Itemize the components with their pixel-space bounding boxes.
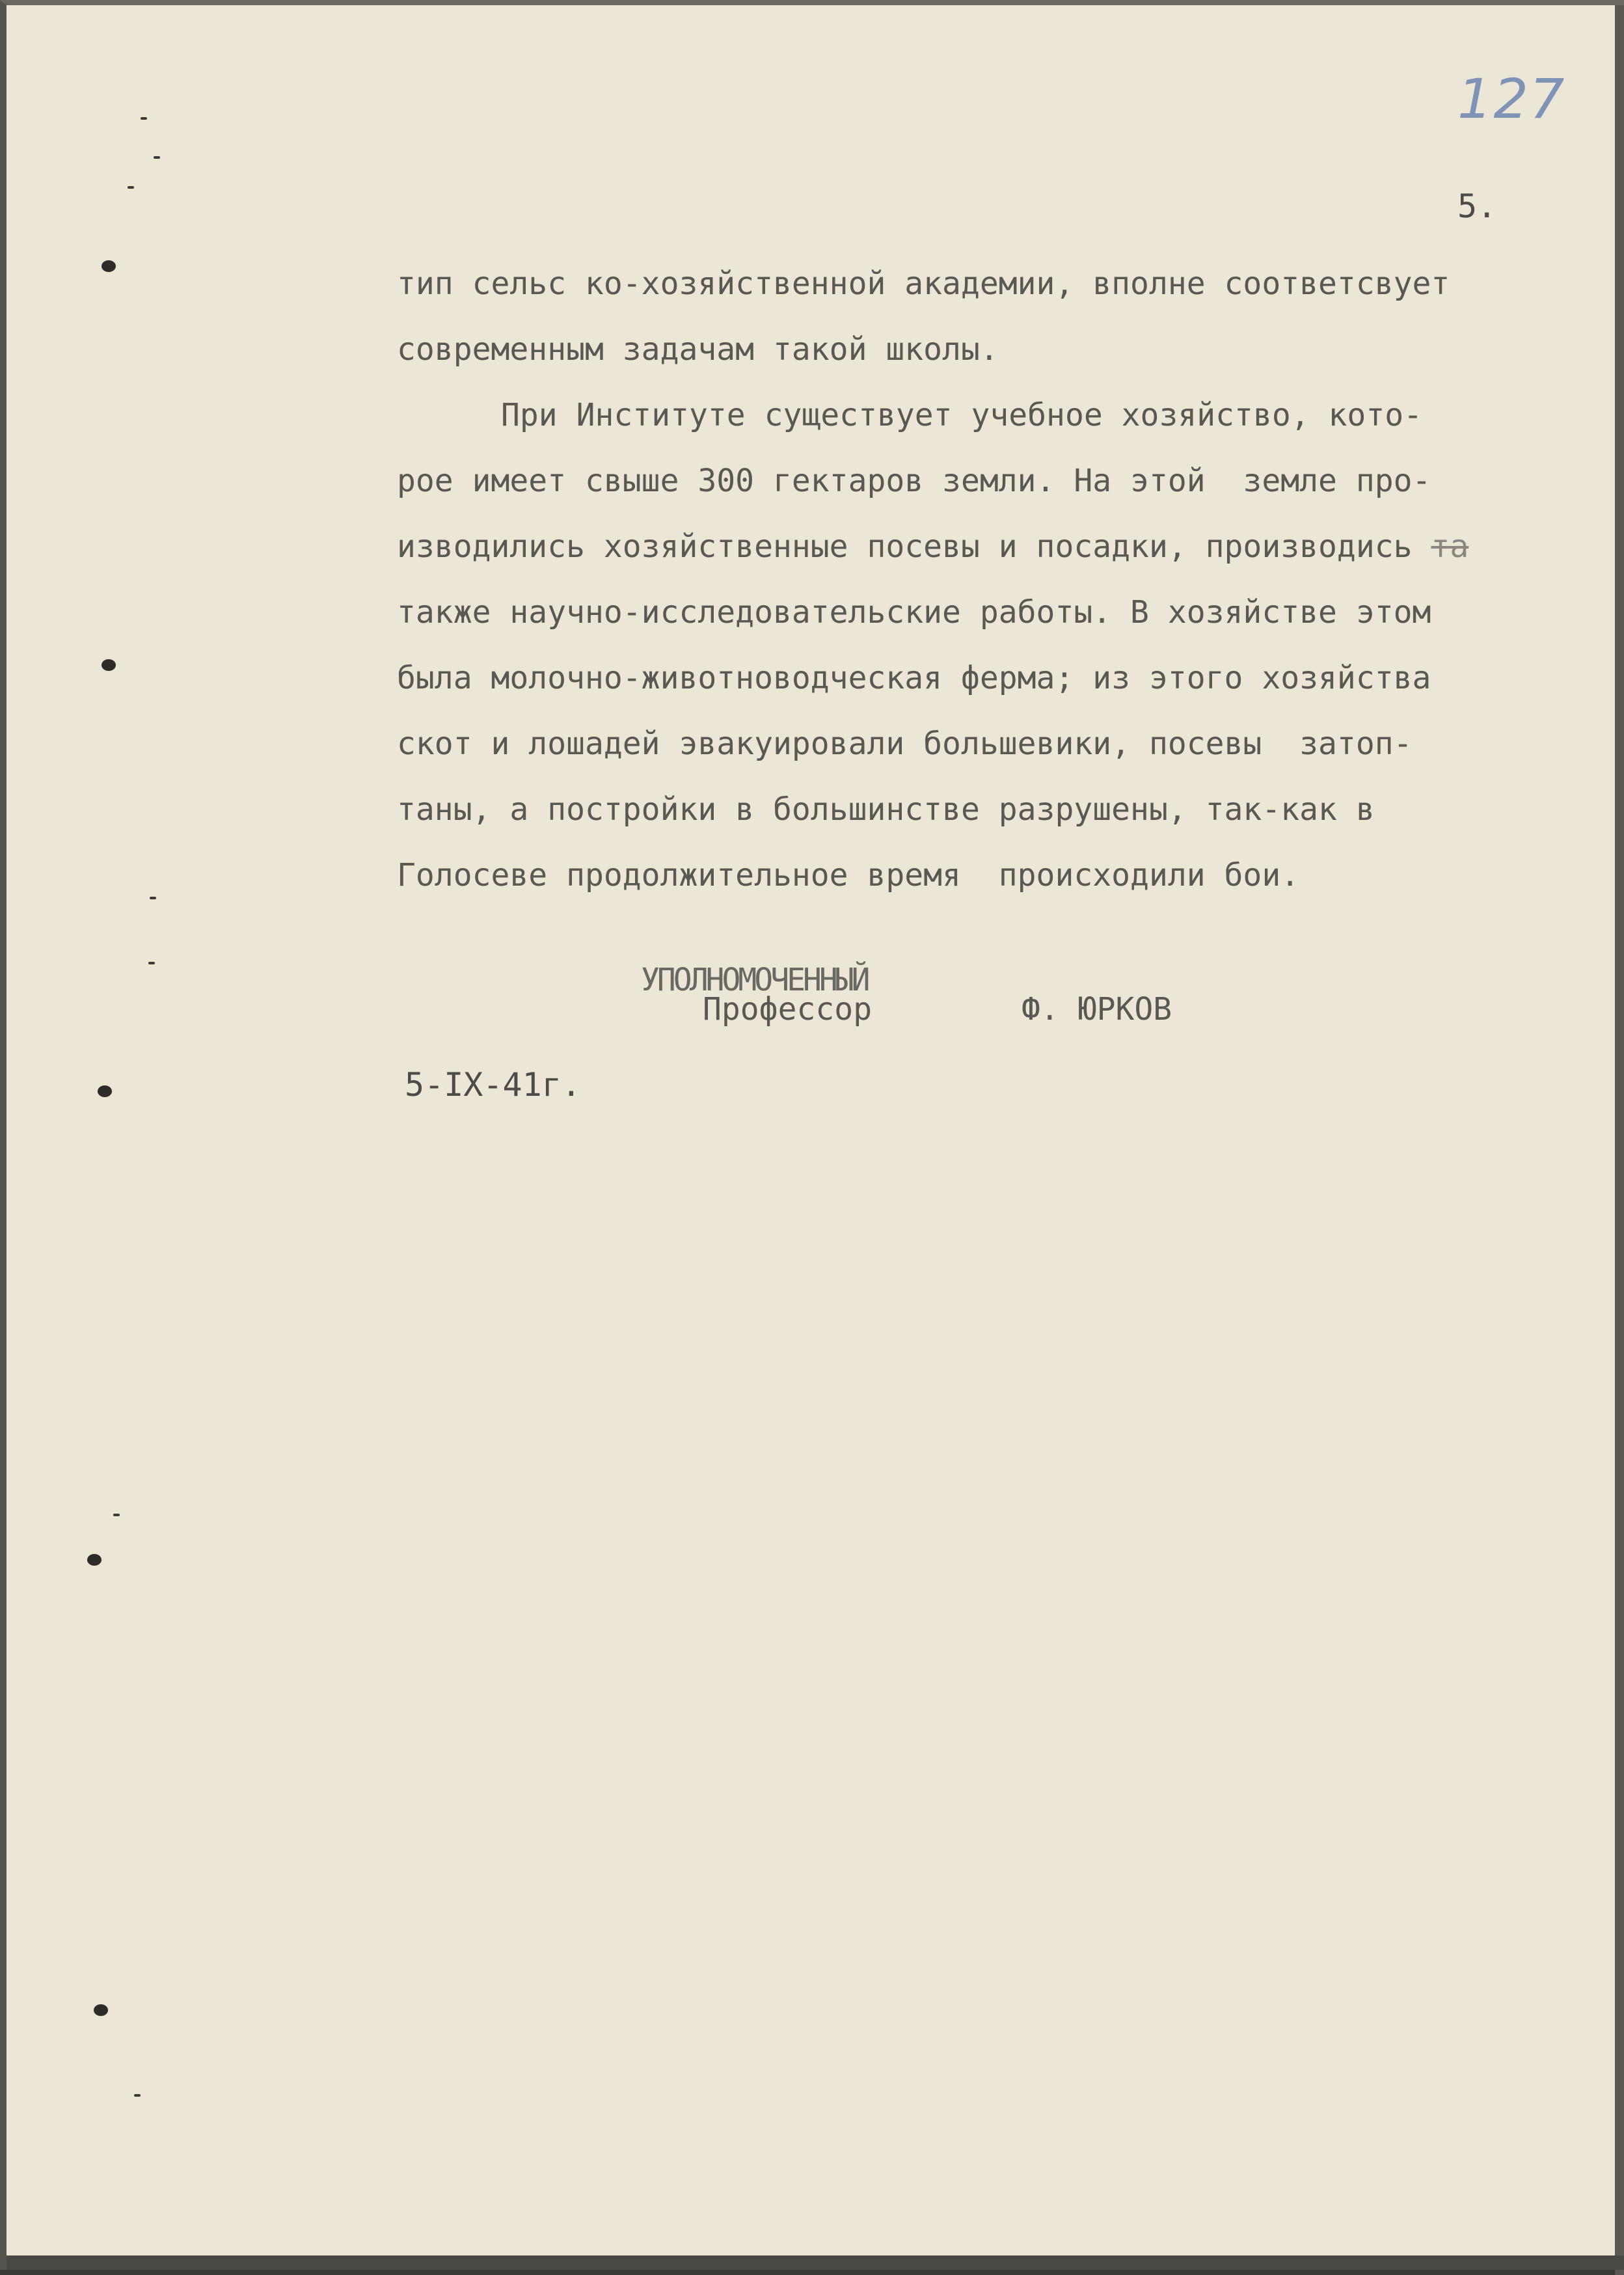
paper-mark [154,156,160,159]
document-date: 5-IX-41г. [405,1066,581,1104]
paper-mark [134,2094,141,2097]
text-line: таны, а постройки в большинстве разрушены, так-как в [397,791,1375,828]
paper-mark [128,186,134,189]
text-line [397,514,1594,580]
text-line: также научно-исследовательские работы. В хозяйстве этом [397,594,1431,631]
paper-mark [148,962,155,964]
paper-mark [141,117,147,120]
document-body [397,251,1594,908]
page-edge [1615,5,1624,2275]
text-line: тип сельс ко-хозяйственной академии, вполне соответсвует [397,266,1450,302]
text-line: современным задачам такой школы. [397,331,999,368]
signature-name: Ф. ЮРКОВ [1022,991,1172,1028]
text-line: рое имеет свыше 300 гектаров земли. На этой земле про- [397,463,1431,499]
binding-hole [102,260,116,272]
binding-hole [94,2004,108,2016]
text-line: При Институте существует учебное хозяйство, кото- [501,397,1423,433]
signature-title: УПОЛНОМОЧЕННЫЙ [641,962,868,998]
struck-text: та [1431,528,1469,565]
page-edge [7,2255,1624,2270]
archive-folio-number: 127 [1457,67,1566,131]
text-line: Голосеве продолжительное время происходили бои. [397,857,1300,893]
text-line: была молочно-животноводческая ферма; из этого хозяйства [397,660,1431,696]
paper-mark [113,1514,120,1516]
binding-hole [102,659,116,671]
binding-hole [98,1085,112,1097]
signature-rank: Профессор [703,991,873,1028]
text-line: скот и лошадей эвакуировали большевики, посевы затоп- [397,726,1413,762]
binding-hole [87,1554,102,1566]
paper-mark [150,897,156,899]
page-number: 5. [1457,187,1497,225]
text-line-part: изводились хозяйственные посевы и посадки, производись [397,528,1413,565]
